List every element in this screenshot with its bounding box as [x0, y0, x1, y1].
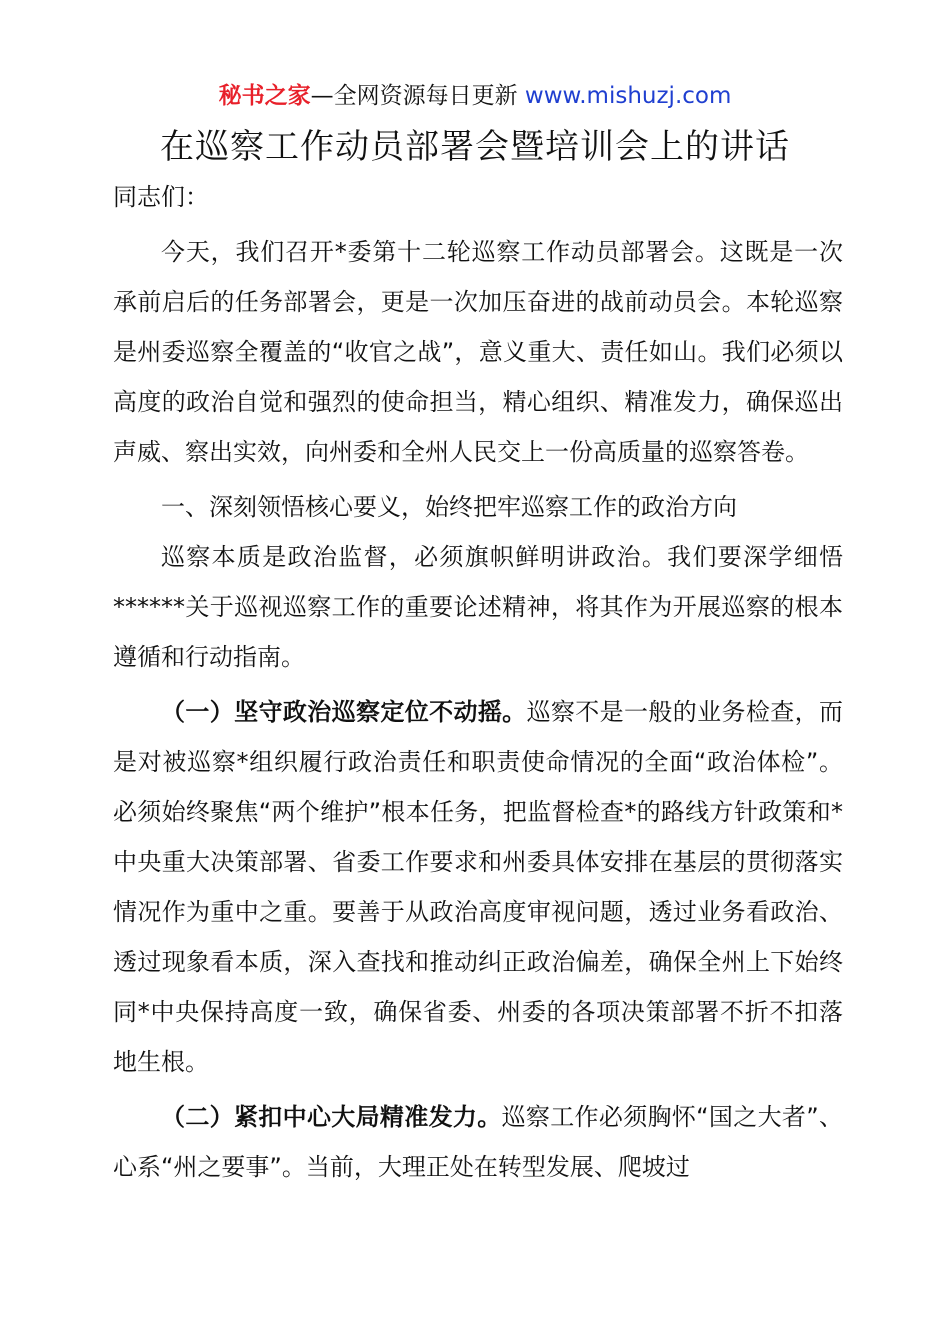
point-paragraph-2 [113, 1092, 843, 1192]
document-title: 在巡察工作动员部署会暨培训会上的讲话 [160, 127, 790, 167]
intro-paragraph: 今天，我们召开*委第十二轮巡察工作动员部署会。这既是一次承前启后的任务部署会，更是一次加压奋进的战前动员会。本轮巡察是州委巡察全覆盖的“收官之战”，意义重大、责任如山。我们必须以高度的政治自觉和强烈的使命担当，精心组织、精准发力，确保巡出声威、察出实效，向州委和全州人民交上一份高质量的巡察答卷。 [113, 238, 843, 466]
point-heading-2: （二）紧扣中心大局精准发力。 [161, 1103, 502, 1131]
section-paragraph-1: 巡察本质是政治监督，必须旗帜鲜明讲政治。我们要深学细悟******关于巡视巡察工作的重要论述精神，将其作为开展巡察的根本遵循和行动指南。 [113, 543, 843, 671]
point-body-2: 巡察工作必须胸怀“国之大者”、心系“州之要事”。当前，大理正处在转型发展、爬坡过 [113, 1103, 843, 1181]
point-heading-1: （一）坚守政治巡察定位不动摇。 [161, 698, 527, 726]
site-url-link[interactable]: www.mishuzj.com [524, 83, 732, 109]
document-body [113, 172, 843, 1192]
salutation: 同志们： [113, 183, 209, 211]
section-heading-1: 一、深刻领悟核心要义，始终把牢巡察工作的政治方向 [161, 493, 737, 521]
point-body-1: 巡察不是一般的业务检查，而是对被巡察*组织履行政治责任和职责使命情况的全面“政治体检”。必须始终聚焦“两个维护”根本任务，把监督检查*的路线方针政策和*中央重大决策部署、省委工作要求和州委具体安排在基层的贯彻落实情况作为重中之重。要善于从政治高度审视问题，透过业务看政治、透过现象看本质，深入查找和推动纠正政治偏差，确保全州上下始终同*中央保持高度一致，确保省委、州委的各项决策部署不折不扣落地生根。 [113, 698, 844, 1076]
site-header [0, 80, 950, 112]
header-tagline: —全网资源每日更新 [310, 83, 525, 109]
point-paragraph-1 [113, 687, 843, 1087]
brand-name: 秘书之家 [218, 83, 311, 109]
